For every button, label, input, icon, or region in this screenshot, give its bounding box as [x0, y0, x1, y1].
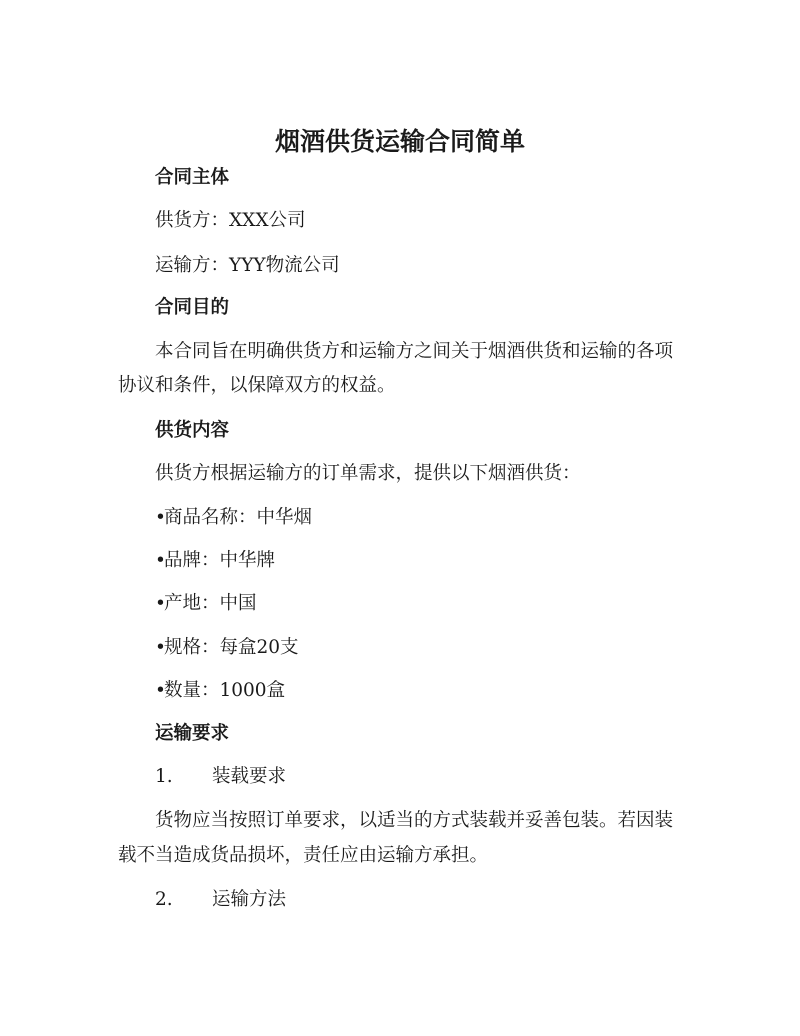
- purpose-line-1: 本合同旨在明确供货方和运输方之间关于烟酒供货和运输的各项: [155, 341, 674, 362]
- list-item-text: 数量：1000盒: [164, 680, 286, 701]
- supplier-line: 供货方：XXX公司: [155, 210, 306, 231]
- heading-content: 供货内容: [155, 420, 230, 441]
- list-item-text: 商品名称：中华烟: [164, 507, 313, 528]
- bullet-icon: •: [155, 637, 166, 658]
- bullet-icon: •: [155, 507, 166, 528]
- purpose-line-2: 协议和条件，以保障双方的权益。: [118, 375, 396, 396]
- item-title: 运输方法: [212, 889, 287, 910]
- content-intro: 供货方根据运输方的订单需求，提供以下烟酒供货：: [155, 463, 581, 484]
- heading-purpose: 合同目的: [155, 297, 230, 318]
- list-item-text: 产地：中国: [164, 593, 257, 614]
- list-item-text: 规格：每盒20支: [164, 637, 299, 658]
- item-number: 2.: [155, 889, 173, 910]
- bullet-icon: •: [155, 550, 166, 571]
- item-number: 1.: [155, 766, 173, 787]
- item-title: 装载要求: [212, 766, 287, 787]
- list-item: [155, 506, 312, 530]
- loading-line-2: 载不当造成货品损坏，责任应由运输方承担。: [118, 845, 489, 866]
- list-item: [155, 679, 285, 703]
- list-item-text: 品牌：中华牌: [164, 550, 276, 571]
- loading-line-1: 货物应当按照订单要求，以适当的方式装载并妥善包装。若因装: [155, 810, 674, 831]
- bullet-icon: •: [155, 680, 166, 701]
- list-item: [155, 549, 275, 573]
- heading-transport: 运输要求: [155, 723, 230, 744]
- heading-parties: 合同主体: [155, 167, 230, 188]
- document-title: 烟酒供货运输合同简单: [274, 127, 525, 156]
- numbered-item: [155, 888, 286, 912]
- numbered-item: [155, 765, 286, 789]
- bullet-icon: •: [155, 593, 166, 614]
- list-item: [155, 592, 257, 616]
- list-item: [155, 636, 299, 660]
- carrier-line: 运输方：YYY物流公司: [155, 255, 340, 276]
